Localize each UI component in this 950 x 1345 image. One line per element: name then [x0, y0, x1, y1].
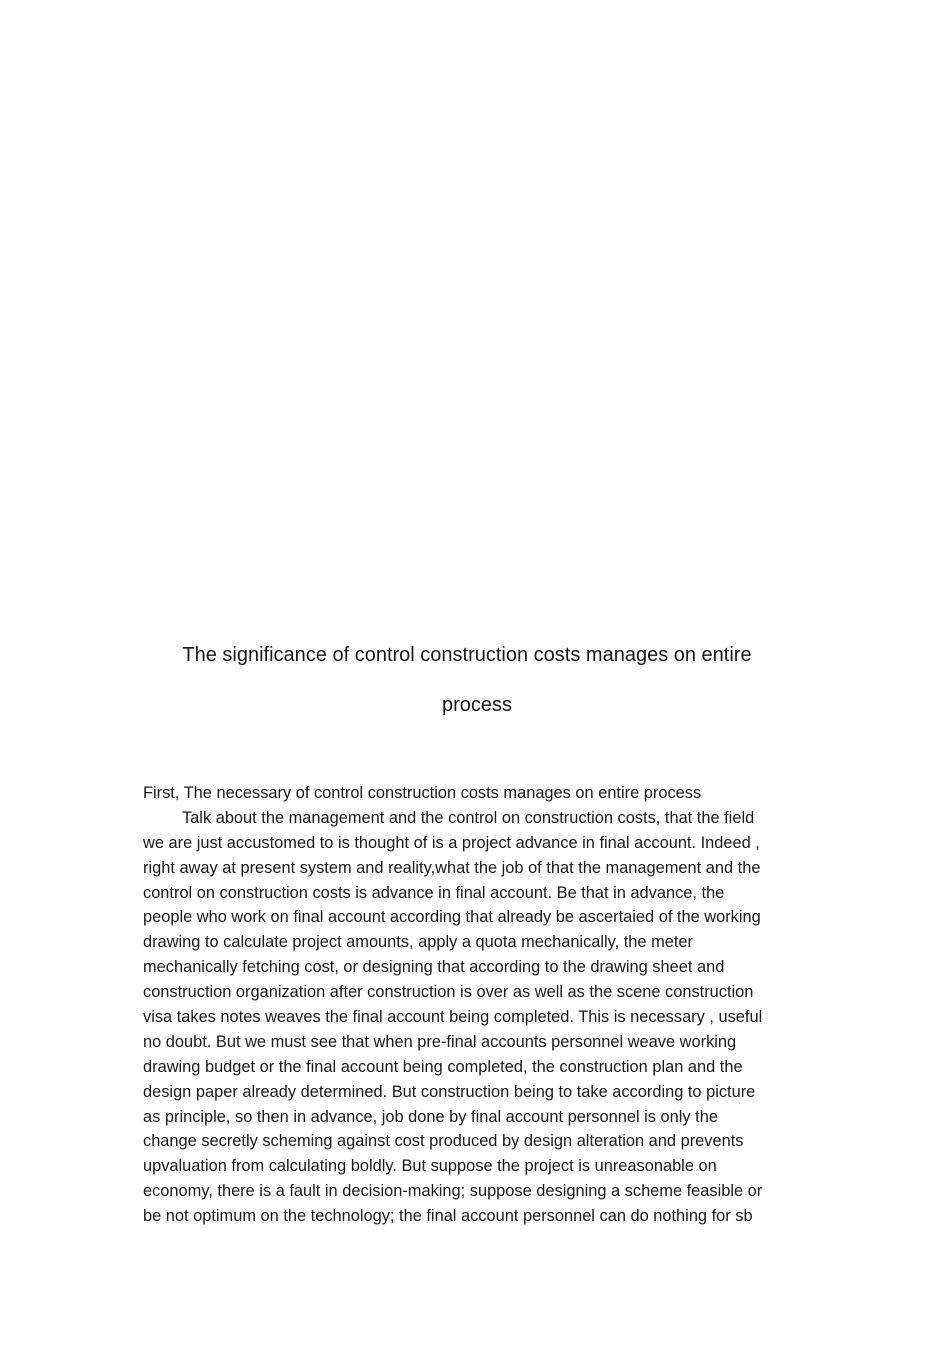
body-line: Talk about the management and the control on construction costs, that the field [182, 808, 755, 827]
body-line: visa takes notes weaves the final account being completed. This is necessary , useful [143, 1008, 763, 1027]
body-line: construction organization after construction is over as well as the scene construction [143, 983, 754, 1002]
body-line: drawing to calculate project amounts, apply a quota mechanically, the meter [143, 933, 693, 952]
document-title-line-1: The significance of control construction costs manages on entire [182, 644, 752, 666]
document-title-line-2: process [441, 694, 513, 716]
section-heading: First, The necessary of control construction costs manages on entire process [143, 784, 702, 802]
body-line: as principle, so then in advance, job done by final account personnel is only the [143, 1107, 718, 1126]
body-paragraphs [143, 781, 833, 1229]
body-line: upvaluation from calculating boldly. But suppose the project is unreasonable on [143, 1157, 717, 1176]
body-line: be not optimum on the technology; the final account personnel can do nothing for sb [143, 1207, 753, 1226]
body-line: mechanically fetching cost, or designing that according to the drawing sheet and [143, 958, 725, 977]
body-line: design paper already determined. But construction being to take according to picture [143, 1082, 756, 1101]
body-line: economy, there is a fault in decision-making; suppose designing a scheme feasible or [143, 1182, 763, 1201]
body-line: we are just accustomed to is thought of is a project advance in final account. Indeed , [143, 833, 760, 852]
body-line: no doubt. But we must see that when pre-final accounts personnel weave working [143, 1032, 737, 1051]
body-line: right away at present system and reality,what the job of that the management and the [143, 858, 761, 877]
body-line: control on construction costs is advance in final account. Be that in advance, the [143, 883, 725, 902]
body-line: drawing budget or the final account being completed, the construction plan and the [143, 1057, 743, 1076]
body-line: change secretly scheming against cost produced by design alteration and prevents [143, 1132, 744, 1151]
body-line: people who work on final account according that already be ascertaied of the working [143, 908, 761, 927]
